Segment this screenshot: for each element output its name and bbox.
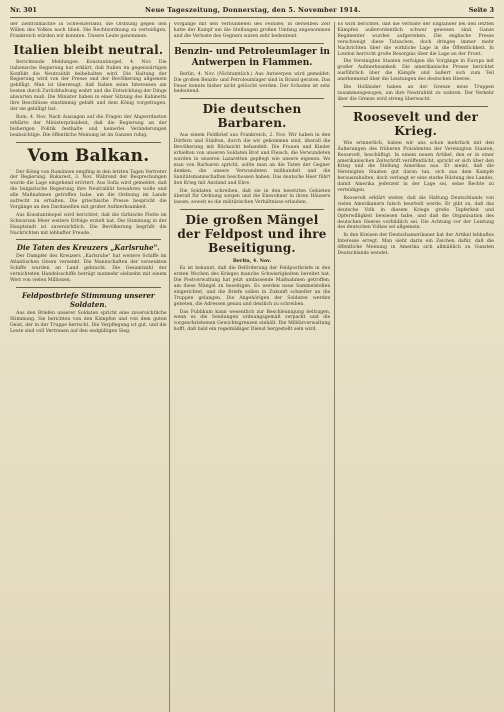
headline-barbaren: Die deutschen Barbaren.: [202, 102, 302, 131]
article-stimmung-body: Aus den Briefen unserer Soldaten spricht eine zuversichtliche Stimmung. Sie berichten von den Kämpfen und von dem guten Geist, der in der Truppe herrscht. Die Verpflegung ist gut, und die Leute sind voll Vertrauen auf den endgültigen Sieg.: [10, 311, 167, 334]
article-kreuzer-body: Der Dampfer des Kreuzers „Karlsruhe" hat weitere Schiffe im Atlantischen Ozean versenkt. Die Mannschaften der versenkten Schiffe wurden an Land gebracht. Die Gesamtzahl der vernichteten Handelsschiffe beträgt nunmehr siebzehn mit einem Wert von vielen Millionen.: [10, 254, 167, 284]
headline-stimmung: Feldpostbriefe Stimmung unserer Soldaten.: [22, 291, 155, 309]
headline-feldpost: Die großen Mängel der Feldpost und ihre Beseitigung.: [177, 213, 327, 256]
headline-kreuzer: Die Taten des Kreuzers „Karlsruhe".: [16, 243, 160, 253]
article-feldpost-body: Es ist bekannt, daß die Beförderung der Feldpostbriefe in den ersten Wochen des Krieges manche Schwierigkeiten bereitet hat. Die Postverwaltung hat jetzt umfassende Maßnahmen getroffen, um diese Mängel zu beseitigen. Es werden neue Sammelstellen eingerichtet, und die Briefe sollen in Zukunft schneller an die Truppen gelangen. Die Angehörigen der Soldaten werden gebeten, die Adressen genau und deutlich zu schreiben.: [173, 266, 331, 307]
article-columns: [10, 22, 494, 712]
article-roosevelt-body-2: Roosevelt erklärt weiter, daß die Haltung Deutschlands von vielen Amerikanern falsch beurteilt werde. Er gibt zu, daß das deutsche Volk in diesem Kriege große Tapferkeit und Opferwilligkeit bewiesen habe, und daß die Organisation des deutschen Heeres vorbildlich sei. Die Achtung vor der Leistung des deutschen Volkes sei allgemein.: [337, 195, 494, 231]
article-italien-body-2: Rom, 4. Nov. Nach Aussagen auf die Fragen der Abgeordneten erklärte der Ministerpräsident, daß die Regierung an der bisherigen Politik festhalte und keinerlei Veränderungen beabsichtige. Die öffentliche Meinung ist im Ganzen ruhig.: [10, 114, 167, 138]
issue-number: Nr. 301: [10, 6, 37, 14]
article-antwerpen-body: Berlin, 4. Nov. (Nichtamtlich.) Aus Antwerpen wird gemeldet: Die großen Benzin- und Petroleumlager sind in Brand geraten. Das Feuer konnte bisher nicht gelöscht werden. Der Schaden ist sehr bedeutend.: [173, 71, 331, 95]
divider: [180, 98, 325, 99]
article-continuation-2: Die Vereinigten Staaten verfolgen die Vorgänge in Europa mit großer Aufmerksamkeit. Die amerikanische Presse berichtet ausführlich über die Kämpfe und äußert sich zum Teil anerkennend über die Leistungen des deutschen Heeres.: [337, 59, 494, 83]
article-continuation: Vorgänge mit den Verbündeten des Feindes; in derselben Zeit hatte der Kampf um die Stellungen großen Umfang angenommen und die Verluste des Gegners waren sehr bedeutend.: [173, 22, 331, 39]
article-continuation-3: Die Holländer haben an der Grenze neue Truppen zusammengezogen, um ihre Neutralität zu wahren. Der Verkehr über die Grenze wird streng überwacht.: [337, 85, 494, 102]
divider: [180, 209, 325, 210]
column-3: [337, 22, 494, 712]
article-roosevelt-body: Wie erinnerlich, haben wir uns schon mehrfach mit den Äußerungen des früheren Präsidenten der Vereinigten Staaten, Roosevelt, beschäftigt. In einem neuen Artikel, den er in einer amerikanischen Zeitschrift veröffentlicht, spricht er sich über den Krieg und die Stellung Amerikas aus. Er meint, daß die Vereinigten Staaten gut daran tun, sich aus dem Kampfe herauszuhalten, doch verlangt er eine starke Rüstung des Landes, damit Amerika jederzeit in der Lage sei, seine Rechte zu verteidigen.: [337, 140, 494, 194]
article-continuation: Es wird berichtet, daß die Verluste der Engländer bei den letzten Kämpfen außerordentlich schwer gewesen sind. Ganze Regimenter wurden aufgerieben. Die englische Presse verschweigt diese Tatsachen, doch dringen immer mehr Nachrichten über die wirkliche Lage in die Öffentlichkeit. In London herrscht große Besorgnis über die Lage an der Front.: [337, 22, 494, 57]
article-balkan-body: Der König von Rumänien empfing in den letzten Tagen Vertreter der Regierung. Bukarest, 3. Nov. Während der Besprechungen wurde die Lage eingehend erörtert. Aus Sofia wird gemeldet, daß die bulgarische Regierung ihre Neutralität bewahren wolle und alle Maßnahmen getroffen habe, um die Ordnung im Lande aufrecht zu erhalten. Die griechische Presse bespricht die Vorgänge an den Dardanellen mit großer Aufmerksamkeit.: [10, 169, 167, 210]
divider: [16, 239, 161, 240]
headline-roosevelt: Roosevelt und der Krieg.: [353, 109, 479, 138]
newspaper-date-line: Neue Tageszeitung, Donnerstag, den 5. November 1914.: [145, 6, 361, 14]
masthead: [10, 6, 494, 18]
headline-italien: Italien bleibt neutral.: [13, 42, 164, 57]
column-2: [174, 22, 331, 712]
article-roosevelt-body-3: In den Kreisen der Deutschamerikaner hat der Artikel lebhaftes Interesse erregt. Man sieht darin ein Zeichen dafür, daß die öffentliche Meinung in Amerika sich allmählich zu Gunsten Deutschlands wendet.: [337, 233, 494, 257]
divider: [16, 287, 161, 288]
column-1: [10, 22, 167, 712]
article-barbaren-body-2: Die Soldaten schreiben, daß sie in den besetzten Gebieten überall für Ordnung sorgen und die Einwohner in ihren Häusern lassen, soweit es die militärischen Verhältnisse erlauben.: [173, 188, 331, 206]
divider: [16, 142, 161, 143]
dateline: Berlin, 4. Nov.: [232, 258, 272, 265]
article-barbaren-body: Aus einem Feldbrief aus Frankreich, 2. Nov. Wir haben in den Dörfern und Städten, durch die wir gekommen sind, überall die Bevölkerung mit Rücksicht behandelt. Die Frauen und Kinder erhielten von unseren Soldaten Brot und Fleisch, die Verwundeten wurden in unseren Lazaretten gepflegt wie unsere eigenen. Wo man von Barbaren spricht, sollte man an die Taten der Gegner denken, die unsere Verwundeten mißhandelt und die Sanitätsmannschaften beschossen haben. Das deutsche Heer führt den Krieg mit Anstand und Ehre.: [173, 133, 331, 186]
article-feldpost-body-2: Das Publikum kann wesentlich zur Beschleunigung beitragen, wenn es die Sendungen ordnungsgemäß verpackt und die vorgeschriebenen Gewichtsgrenzen einhält. Die Militärverwaltung hofft, daß bald ein regelmäßiger Dienst hergestellt sein wird.: [173, 309, 331, 333]
divider: [343, 106, 488, 107]
article-italien-body: Berichtende Meldungen. Konstantinopel, 4. Nov. Die italienische Regierung hat erklärt, daß Italien im gegenwärtigen Konflikt die Neutralität beibehalten wird. Die Haltung der Regierung wird von der Presse und der Bevölkerung allgemein gebilligt. Man ist überzeugt, daß Italien seine Interessen am besten durch Zurückhaltung wahrt und die Entwicklung der Dinge abwarten muß. Die Minister haben in einer Sitzung des Kabinetts ihre Beschlüsse einstimmig gefaßt und dem König vorgetragen, der sie gebilligt hat.: [10, 59, 167, 112]
article-continuation: der Zentralmächte in Schweizerland, die Ordnung gegen den Willen des Volkes noch blieb. Die Rechtsordnung zu verteidigen, Frankreich würden wir konnten. Unsere Leute genommen.: [10, 22, 167, 39]
divider: [180, 43, 325, 44]
headline-antwerpen: Benzin- und Petroleumlager in Antwerpen in Flammen.: [174, 46, 330, 68]
article-balkan-body-2: Aus Konstantinopel wird berichtet, daß die türkische Flotte im Schwarzen Meer weitere Erfolge erzielt hat. Die Stimmung in der Hauptstadt ist zuversichtlich. Die Bevölkerung begrüßt die Nachrichten mit lebhafter Freude.: [10, 212, 167, 236]
page-number: Seite 3: [468, 6, 494, 14]
headline-balkan: Vom Balkan.: [27, 145, 150, 166]
